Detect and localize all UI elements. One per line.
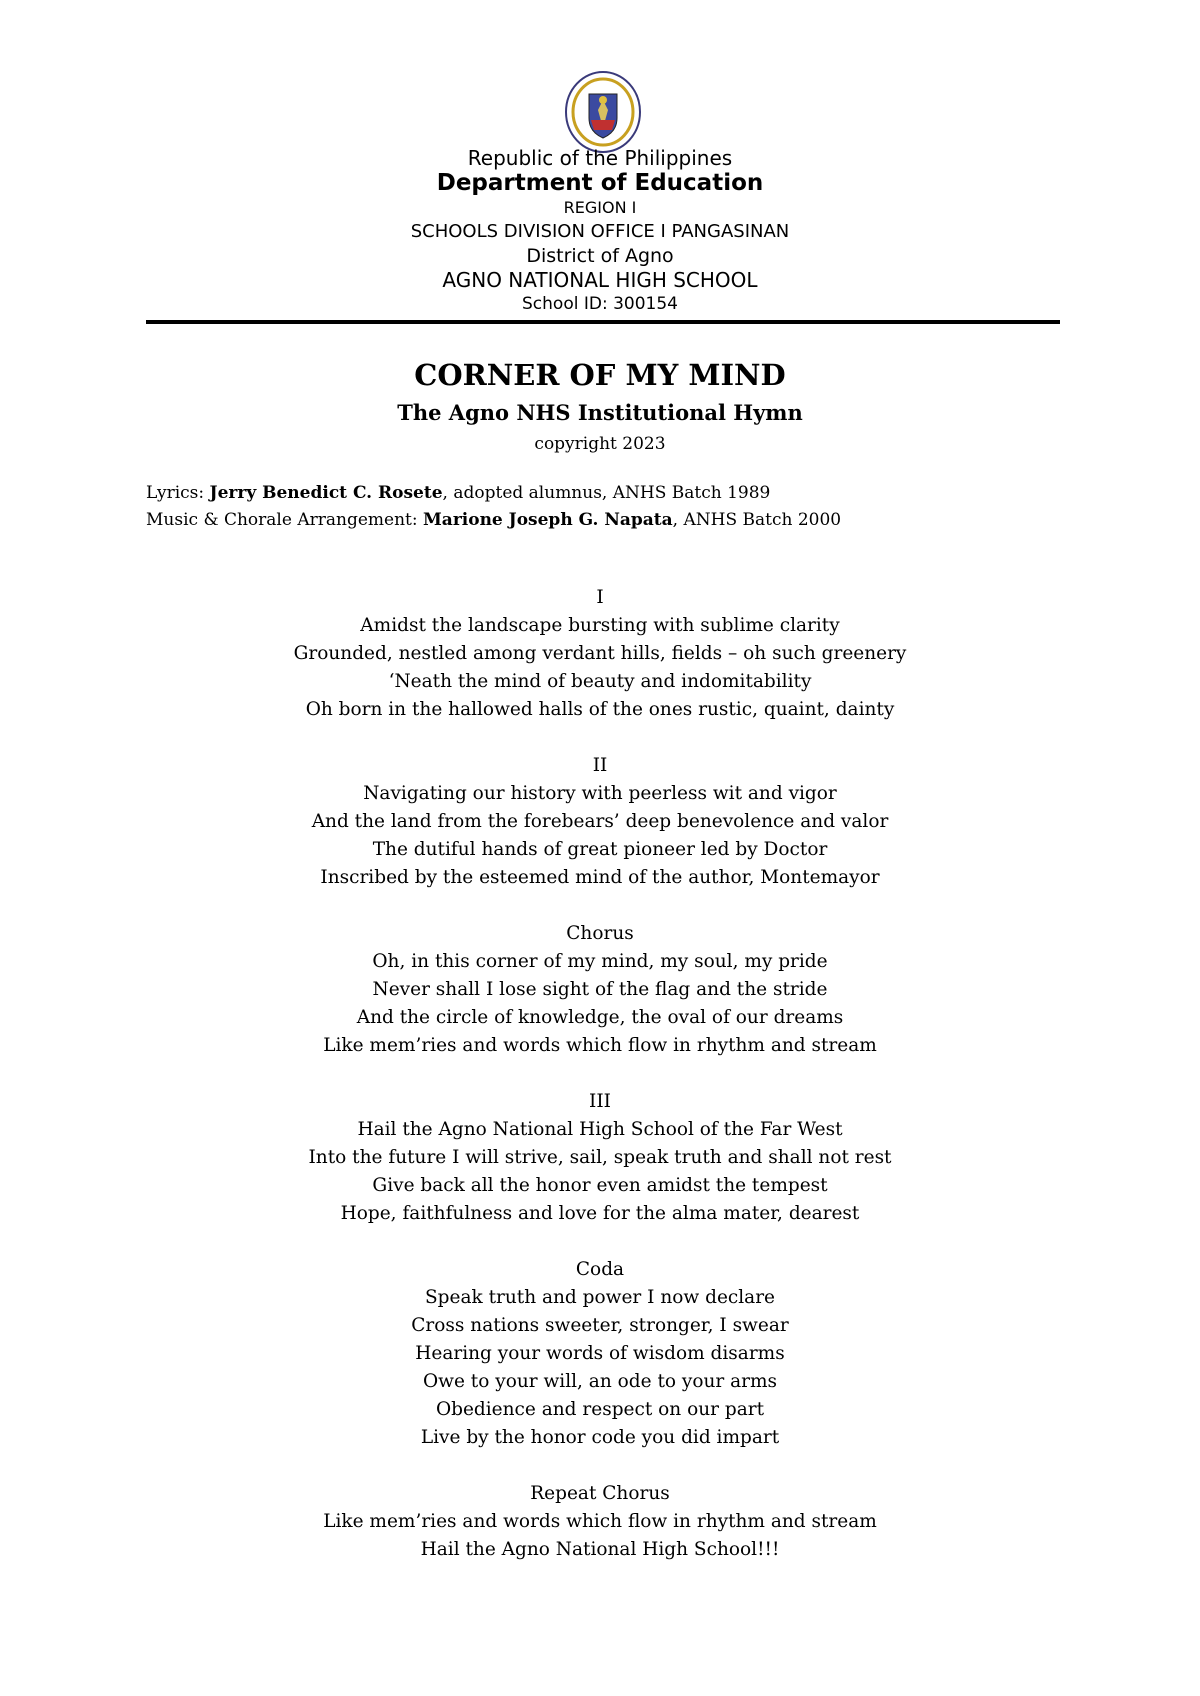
hymn-title: CORNER OF MY MIND [414, 358, 786, 392]
country-name: Republic of the Philippines [467, 146, 733, 170]
lyric-line: Navigating our history with peerless wit and vigor [363, 783, 837, 804]
lyrics-label: Lyrics: [146, 483, 210, 503]
hymn-subtitle: The Agno NHS Institutional Hymn [397, 400, 803, 425]
lyric-line: Owe to your will, an ode to your arms [422, 1371, 778, 1392]
lyric-line: And the circle of knowledge, the oval of our dreams [356, 1007, 844, 1028]
department-name: Department of Education [436, 170, 764, 196]
lyrics-credit [146, 480, 841, 507]
composer-name: Marione Joseph G. Napata [422, 510, 673, 530]
stanza [0, 1088, 1200, 1228]
header-divider [146, 320, 1060, 324]
district-name: District of Agno [526, 245, 674, 267]
lyric-line: Grounded, nestled among verdant hills, fields – oh such greenery [293, 643, 907, 664]
lyric-line: Like mem’ries and words which flow in rhythm and stream [323, 1511, 877, 1532]
school-name: AGNO NATIONAL HIGH SCHOOL [442, 268, 758, 292]
stanza [0, 584, 1200, 724]
composer-note: , ANHS Batch 2000 [672, 510, 842, 530]
lyric-line: Like mem’ries and words which flow in rhythm and stream [323, 1035, 877, 1056]
lyric-line: Oh, in this corner of my mind, my soul, my pride [372, 951, 828, 972]
stanza [0, 920, 1200, 1060]
stanza [0, 1256, 1200, 1452]
title-block [0, 356, 1200, 458]
lyric-line: And the land from the forebears’ deep benevolence and valor [311, 811, 889, 832]
credits-block [146, 480, 841, 534]
division-name: SCHOOLS DIVISION OFFICE I PANGASINAN [410, 221, 790, 242]
stanza-heading: I [596, 587, 604, 608]
deped-seal-logo [564, 70, 642, 154]
lyric-line: Oh born in the hallowed halls of the ones rustic, quaint, dainty [305, 699, 895, 720]
lyric-line: Inscribed by the esteemed mind of the author, Montemayor [320, 867, 880, 888]
music-label: Music & Chorale Arrangement: [146, 510, 423, 530]
lyric-line: Hail the Agno National High School!!! [420, 1539, 780, 1560]
lyric-line: The dutiful hands of great pioneer led by Doctor [372, 839, 828, 860]
lyric-line: Hail the Agno National High School of the Far West [357, 1119, 843, 1140]
stanza-heading: Coda [575, 1259, 625, 1280]
lyricist-name: Jerry Benedict C. Rosete [209, 483, 443, 503]
stanza [0, 1480, 1200, 1564]
lyric-line: Into the future I will strive, sail, speak truth and shall not rest [308, 1147, 892, 1168]
stanza [0, 752, 1200, 892]
stanza-heading: Chorus [566, 923, 634, 944]
lyric-line: Cross nations sweeter, stronger, I swear [411, 1315, 789, 1336]
music-credit [146, 507, 841, 534]
lyric-line: Hope, faithfulness and love for the alma mater, dearest [340, 1203, 860, 1224]
region-name: REGION I [563, 198, 637, 217]
stanza-heading: III [589, 1091, 611, 1112]
lyric-line: Amidst the landscape bursting with sublime clarity [360, 615, 840, 636]
lyric-line: Obedience and respect on our part [435, 1399, 765, 1420]
lyric-line: ‘Neath the mind of beauty and indomitability [388, 671, 812, 692]
school-id: School ID: 300154 [522, 294, 678, 314]
lyrics-body [0, 584, 1200, 1592]
copyright-notice: copyright 2023 [534, 434, 666, 454]
stanza-heading: Repeat Chorus [530, 1483, 670, 1504]
lyric-line: Speak truth and power I now declare [424, 1287, 775, 1308]
lyric-line: Hearing your words of wisdom disarms [415, 1343, 785, 1364]
lyric-line: Give back all the honor even amidst the tempest [372, 1175, 828, 1196]
lyricist-note: , adopted alumnus, ANHS Batch 1989 [442, 483, 771, 503]
lyric-line: Live by the honor code you did impart [420, 1427, 780, 1448]
lyric-line: Never shall I lose sight of the flag and the stride [372, 979, 828, 1000]
letterhead [0, 146, 1200, 316]
stanza-heading: II [592, 755, 608, 776]
